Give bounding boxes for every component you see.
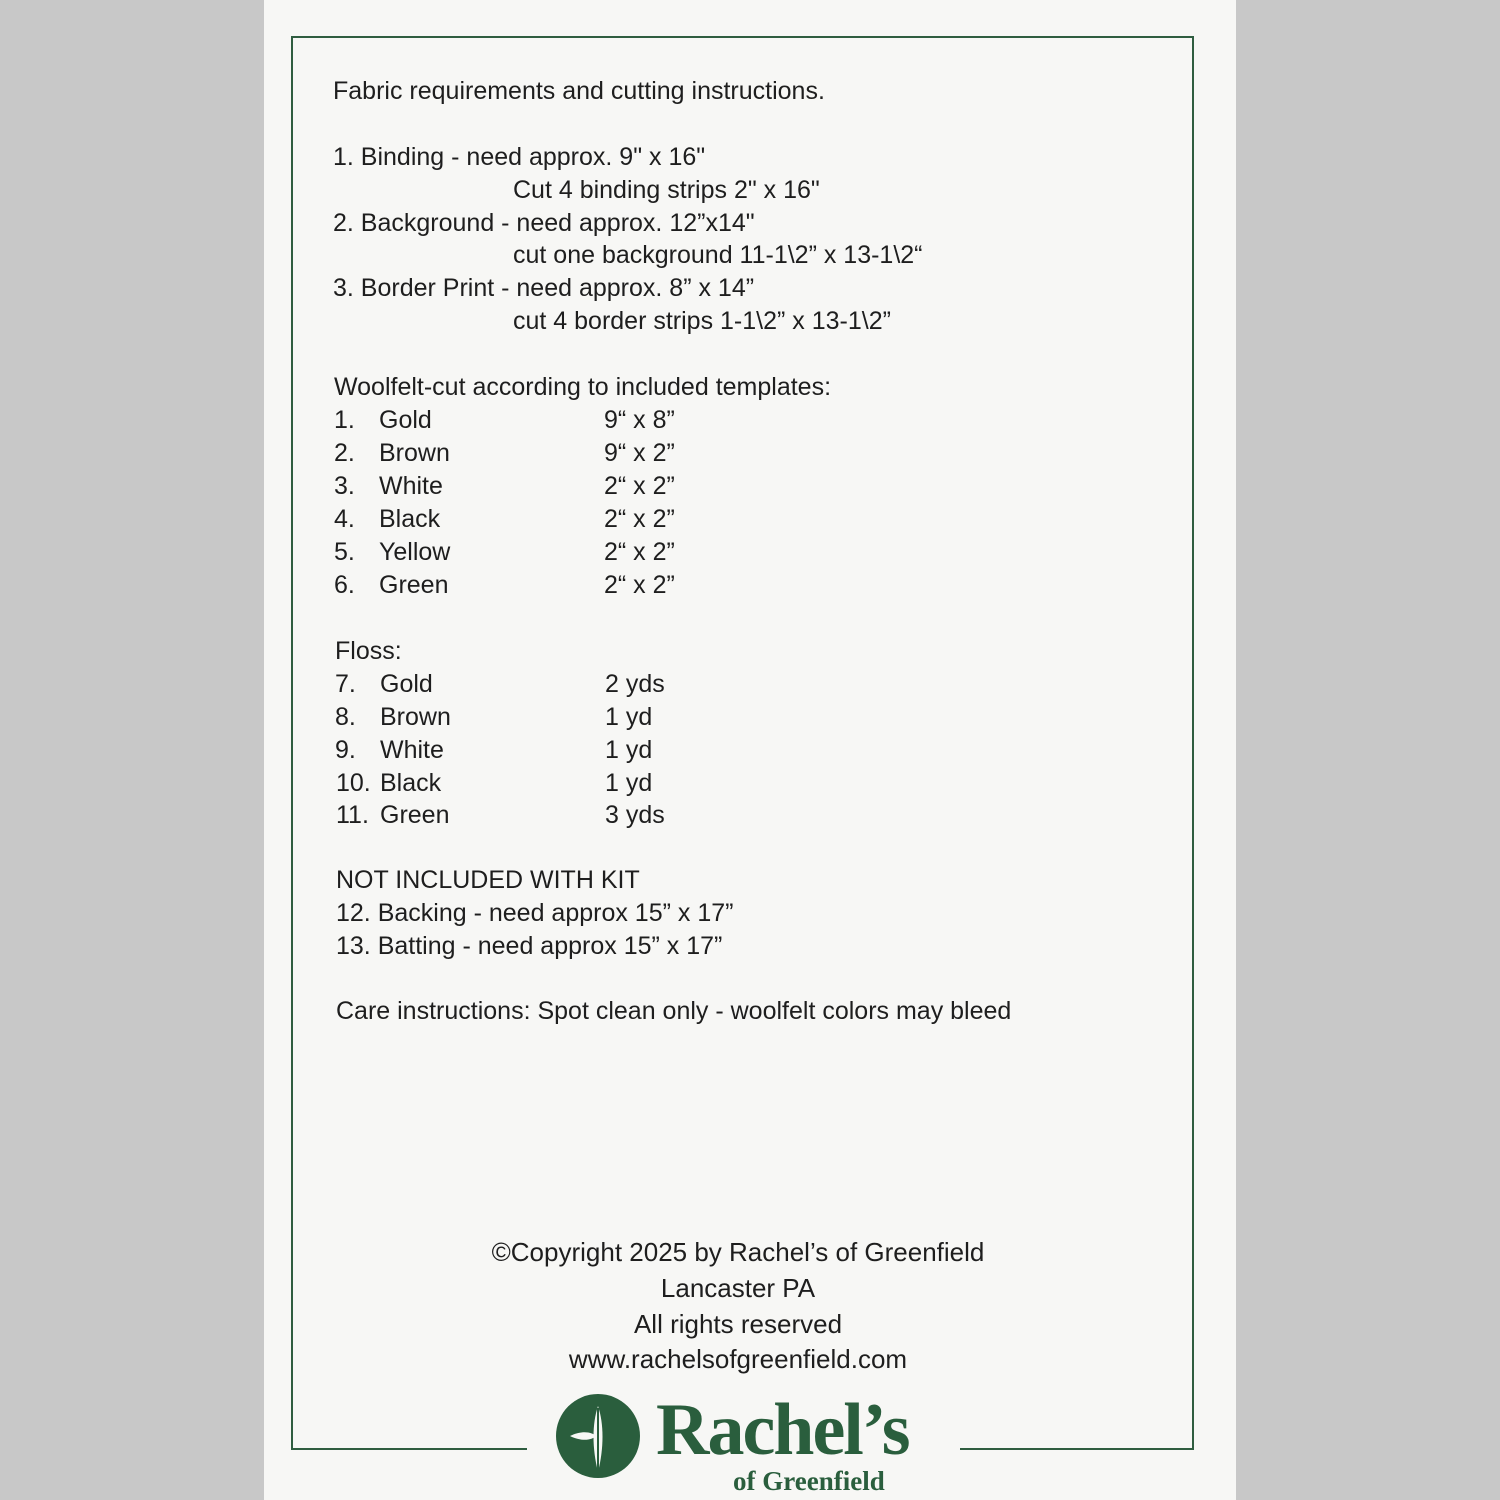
not-included-item: 13. Batting - need approx 15” x 17” bbox=[336, 932, 723, 960]
website-link[interactable]: www.rachelsofgreenfield.com bbox=[568, 1344, 908, 1374]
fabric-item: 1. Binding - need approx. 9" x 16" bbox=[333, 143, 706, 171]
frame-bottom-left bbox=[291, 1448, 527, 1450]
woolfelt-num: 4. bbox=[334, 505, 355, 533]
woolfelt-size: 2“ x 2” bbox=[604, 505, 675, 533]
woolfelt-size: 9“ x 8” bbox=[604, 406, 675, 434]
not-included-item: 12. Backing - need approx 15” x 17” bbox=[336, 899, 734, 927]
logo-subtitle: of Greenfield bbox=[733, 1466, 885, 1496]
frame-left bbox=[291, 36, 293, 1450]
fabric-cut: cut 4 border strips 1-1\2” x 13-1\2” bbox=[513, 307, 891, 335]
woolfelt-size: 2“ x 2” bbox=[604, 538, 675, 566]
floss-name: Black bbox=[380, 769, 442, 797]
frame-top bbox=[291, 36, 1194, 38]
fabric-item: 3. Border Print - need approx. 8” x 14” bbox=[333, 274, 755, 302]
floss-name: Green bbox=[380, 801, 450, 829]
floss-size: 1 yd bbox=[605, 769, 653, 797]
floss-name: Brown bbox=[380, 703, 451, 731]
floss-num: 8. bbox=[335, 703, 356, 731]
floss-name: White bbox=[380, 736, 444, 764]
rights: All rights reserved bbox=[633, 1309, 843, 1339]
copyright: ©Copyright 2025 by Rachel’s of Greenfield bbox=[491, 1237, 985, 1267]
floss-size: 1 yd bbox=[605, 736, 653, 764]
city: Lancaster PA bbox=[660, 1273, 816, 1303]
fabric-cut: Cut 4 binding strips 2" x 16" bbox=[513, 176, 820, 204]
floss-size: 2 yds bbox=[605, 670, 665, 698]
care-instructions: Care instructions: Spot clean only - woolfelt colors may bleed bbox=[336, 997, 1012, 1025]
woolfelt-num: 2. bbox=[334, 439, 355, 467]
logo-mark-icon bbox=[556, 1394, 640, 1478]
logo-wordmark: Rachel’s bbox=[656, 1389, 909, 1471]
fabric-cut: cut one background 11-1\2” x 13-1\2“ bbox=[513, 241, 923, 269]
floss-name: Gold bbox=[380, 670, 433, 698]
woolfelt-num: 3. bbox=[334, 472, 355, 500]
frame-right bbox=[1192, 36, 1194, 1450]
woolfelt-num: 6. bbox=[334, 571, 355, 599]
floss-num: 9. bbox=[335, 736, 356, 764]
woolfelt-heading: Woolfelt-cut according to included templates: bbox=[334, 373, 832, 401]
not-included-heading: NOT INCLUDED WITH KIT bbox=[336, 866, 640, 894]
woolfelt-size: 2“ x 2” bbox=[604, 571, 675, 599]
floss-size: 3 yds bbox=[605, 801, 665, 829]
woolfelt-name: Green bbox=[379, 571, 449, 599]
floss-heading: Floss: bbox=[335, 637, 402, 665]
woolfelt-num: 5. bbox=[334, 538, 355, 566]
woolfelt-size: 9“ x 2” bbox=[604, 439, 675, 467]
floss-num: 11. bbox=[336, 801, 369, 829]
woolfelt-name: Gold bbox=[379, 406, 432, 434]
floss-num: 10. bbox=[336, 769, 371, 797]
frame-bottom-right bbox=[960, 1448, 1194, 1450]
woolfelt-name: Yellow bbox=[379, 538, 451, 566]
woolfelt-size: 2“ x 2” bbox=[604, 472, 675, 500]
fabric-item: 2. Background - need approx. 12”x14" bbox=[333, 209, 755, 237]
floss-size: 1 yd bbox=[605, 703, 653, 731]
page-title: Fabric requirements and cutting instructions. bbox=[333, 77, 825, 105]
floss-num: 7. bbox=[335, 670, 356, 698]
woolfelt-name: Black bbox=[379, 505, 441, 533]
woolfelt-num: 1. bbox=[334, 406, 355, 434]
woolfelt-name: Brown bbox=[379, 439, 450, 467]
woolfelt-name: White bbox=[379, 472, 443, 500]
